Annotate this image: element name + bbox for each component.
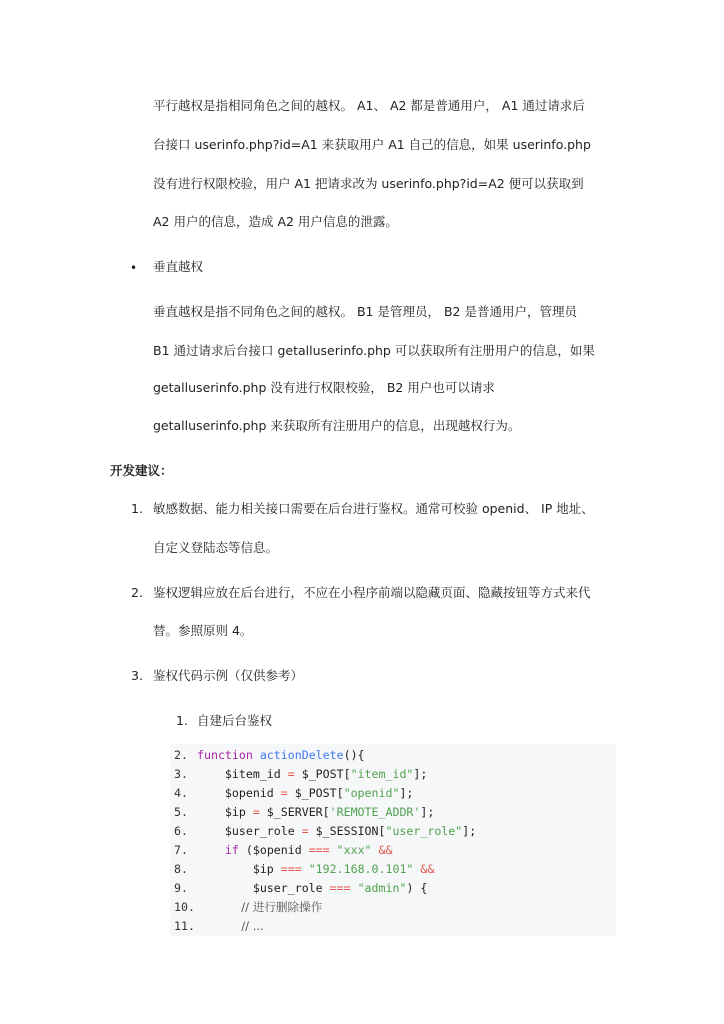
- code-token: [302, 862, 309, 876]
- code-line-number: 10.: [174, 900, 195, 914]
- code-token: "openid": [343, 786, 400, 800]
- code-token: actionDelete: [259, 748, 344, 762]
- paragraph-vertical-line-1: 垂直越权是指不同角色之间的越权。 B1 是管理员， B2 是普通用户，管理员: [153, 304, 577, 319]
- code-token: ===: [280, 862, 302, 876]
- code-token: ===: [329, 881, 351, 895]
- code-token: &&: [420, 862, 435, 876]
- code-line-source: [197, 917, 264, 936]
- code-token: $user_role: [197, 881, 330, 895]
- code-token: $_POST[: [294, 767, 351, 781]
- code-line-source: [197, 898, 322, 917]
- sublist-item-label: 自建后台鉴权: [197, 713, 273, 728]
- code-token: =: [287, 767, 295, 781]
- code-token: $item_id: [197, 767, 288, 781]
- code-token: function: [197, 748, 260, 762]
- code-line-source: [197, 765, 427, 784]
- code-line-number: 11.: [174, 919, 195, 933]
- code-token: // 进行删除操作: [197, 900, 323, 914]
- code-token: ];: [413, 767, 428, 781]
- code-token: ) {: [406, 881, 428, 895]
- code-line-number: 8.: [174, 862, 188, 876]
- code-line: [170, 860, 616, 879]
- code-token: [330, 843, 337, 857]
- code-token: [351, 881, 358, 895]
- code-line-source: [197, 784, 413, 803]
- code-line: [170, 746, 616, 765]
- paragraph-horizontal-line-2: 台接口 userinfo.php?id=A1 来获取用户 A1 自己的信息，如果 userinfo.php: [153, 137, 591, 152]
- code-token: if: [197, 843, 246, 857]
- code-token: ($openid: [245, 843, 309, 857]
- sublist-number-1: 1.: [176, 713, 188, 728]
- code-token: =: [252, 805, 260, 819]
- code-token: ===: [308, 843, 330, 857]
- list-item-2-line-2: 替。参照原则 4。: [153, 623, 253, 638]
- code-token: $openid: [197, 786, 281, 800]
- paragraph-vertical-line-3: getalluserinfo.php 没有进行权限校验， B2 用户也可以请求: [153, 380, 495, 395]
- code-line: [170, 841, 616, 860]
- code-token: ];: [462, 824, 477, 838]
- code-line-number: 5.: [174, 805, 188, 819]
- code-line-source: [197, 841, 393, 860]
- paragraph-horizontal-line-3: 没有进行权限校验，用户 A1 把请求改为 userinfo.php?id=A2 便可以获取到: [153, 176, 584, 191]
- code-block: [170, 744, 616, 936]
- code-token: $ip: [197, 805, 253, 819]
- code-line-source: [197, 860, 434, 879]
- code-line: [170, 803, 616, 822]
- code-token: =: [301, 824, 309, 838]
- list-number-3: 3.: [131, 668, 143, 683]
- code-token: "admin": [357, 881, 407, 895]
- paragraph-horizontal-line-4: A2 用户的信息，造成 A2 用户信息的泄露。: [153, 214, 398, 229]
- code-token: $_POST[: [287, 786, 344, 800]
- code-line: [170, 765, 616, 784]
- code-line: [170, 784, 616, 803]
- list-item-2-line-1: 鉴权逻辑应放在后台进行，不应在小程序前端以隐藏页面、隐藏按钮等方式来代: [153, 585, 591, 600]
- paragraph-horizontal-line-1: 平行越权是指相同角色之间的越权。 A1、 A2 都是普通用户， A1 通过请求后: [153, 98, 585, 113]
- paragraph-vertical-line-4: getalluserinfo.php 来获取所有注册用户的信息，出现越权行为。: [153, 418, 521, 433]
- code-line: [170, 879, 616, 898]
- code-token: "user_role": [385, 824, 463, 838]
- code-line-number: 7.: [174, 843, 188, 857]
- code-token: $user_role: [197, 824, 302, 838]
- code-line-source: [197, 746, 365, 765]
- code-token: "xxx": [336, 843, 372, 857]
- code-line-number: 4.: [174, 786, 188, 800]
- code-token: $_SESSION[: [308, 824, 386, 838]
- bullet-label-vertical: 垂直越权: [153, 259, 204, 274]
- code-line-number: 2.: [174, 748, 188, 762]
- code-token: (){: [343, 748, 365, 762]
- list-number-2: 2.: [131, 585, 143, 600]
- code-token: // ...: [197, 919, 264, 933]
- code-token: 'REMOTE_ADDR': [329, 805, 421, 819]
- code-token: ];: [399, 786, 414, 800]
- code-line: [170, 898, 616, 917]
- code-token: =: [280, 786, 288, 800]
- code-line-number: 9.: [174, 881, 188, 895]
- code-line-number: 6.: [174, 824, 188, 838]
- bullet-dot-icon: •: [130, 261, 138, 275]
- code-token: $_SERVER[: [259, 805, 330, 819]
- list-item-1-line-2: 自定义登陆态等信息。: [153, 540, 279, 555]
- code-token: $ip: [197, 862, 281, 876]
- section-heading: 开发建议：: [110, 463, 173, 478]
- code-line-source: [197, 822, 476, 841]
- code-token: "item_id": [350, 767, 414, 781]
- code-line-source: [197, 803, 434, 822]
- code-token: ];: [420, 805, 435, 819]
- list-item-1-line-1: 敏感数据、能力相关接口需要在后台进行鉴权。通常可校验 openid、 IP 地址、: [153, 501, 594, 516]
- code-line-source: [197, 879, 427, 898]
- code-line: [170, 917, 616, 936]
- code-line-number: 3.: [174, 767, 188, 781]
- code-token: "192.168.0.101": [308, 862, 414, 876]
- code-line: [170, 822, 616, 841]
- list-item-3-line-1: 鉴权代码示例（仅供参考）: [153, 668, 304, 683]
- list-number-1: 1.: [131, 501, 143, 516]
- code-token: [372, 843, 379, 857]
- paragraph-vertical-line-2: B1 通过请求后台接口 getalluserinfo.php 可以获取所有注册用户的信息，如果: [153, 343, 595, 358]
- code-token: &&: [378, 843, 393, 857]
